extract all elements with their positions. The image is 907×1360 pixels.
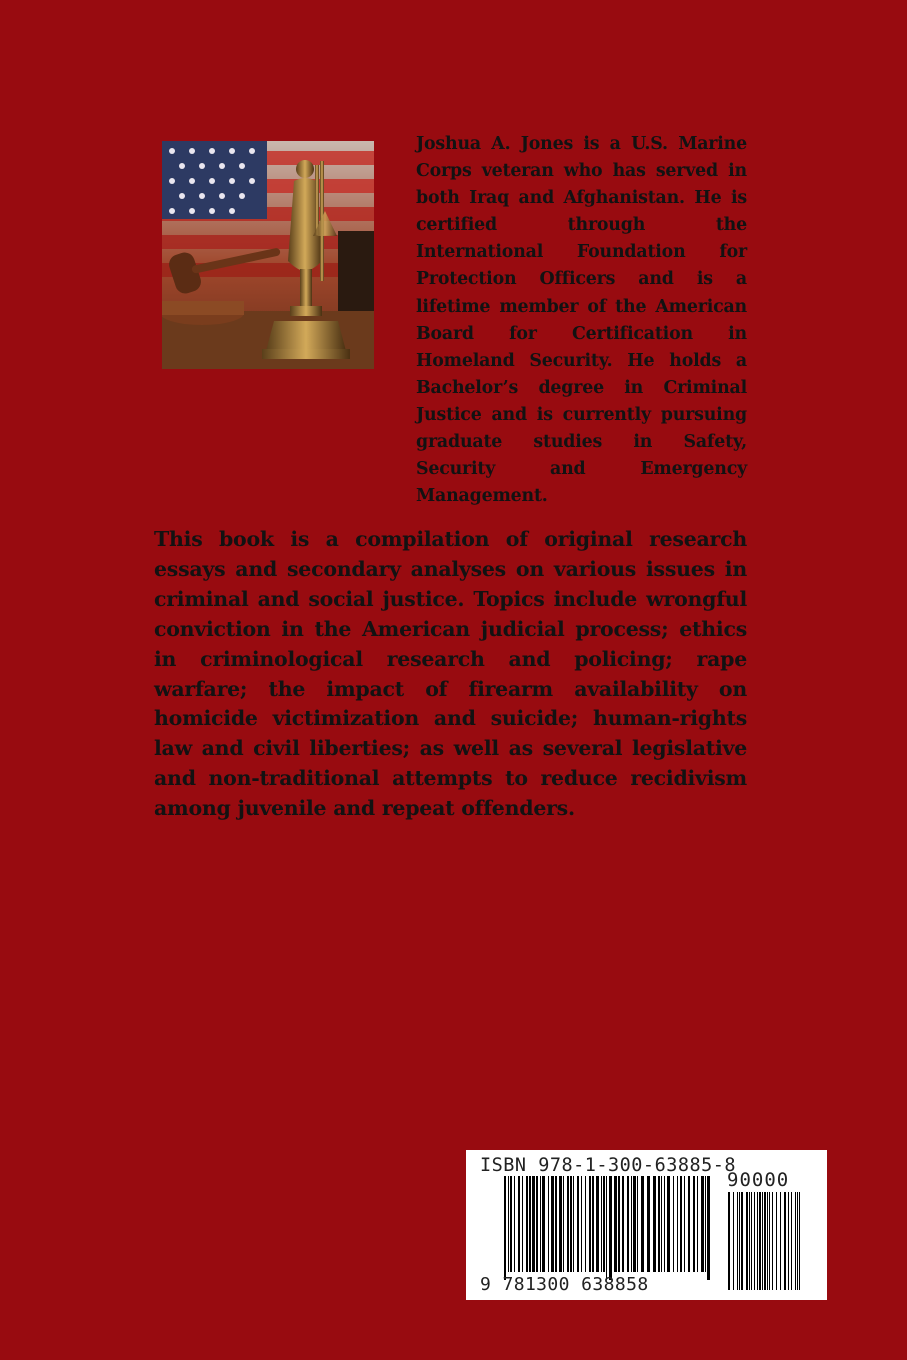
barcode-bar <box>510 1176 512 1272</box>
barcode-bar <box>673 1176 674 1272</box>
addon-bar <box>797 1192 798 1290</box>
barcode-bar <box>518 1176 520 1272</box>
barcode-bar <box>641 1176 644 1272</box>
addon-bar <box>795 1192 796 1290</box>
barcode-bar <box>701 1176 704 1272</box>
barcode-bar <box>653 1176 656 1272</box>
barcode-bar <box>661 1176 662 1272</box>
addon-bar <box>759 1192 761 1290</box>
barcode-bar <box>658 1176 660 1272</box>
addon-bar <box>788 1192 789 1290</box>
barcode-bar <box>555 1176 557 1272</box>
isbn-label: ISBN 978-1-300-63885-8 <box>480 1155 737 1176</box>
barcode-bar <box>508 1176 509 1272</box>
addon-bar <box>776 1192 777 1290</box>
barcode-bar <box>567 1176 569 1272</box>
ean-digits: 9 781300 638858 <box>480 1274 649 1295</box>
barcode-bar <box>688 1176 690 1272</box>
barcode-bar <box>504 1176 506 1280</box>
addon-bar <box>751 1192 752 1290</box>
barcode-bar <box>622 1176 624 1272</box>
barcode-bar <box>514 1176 515 1272</box>
barcode-bar <box>581 1176 582 1272</box>
barcode-bar <box>551 1176 554 1272</box>
price-addon-digits: 90000 <box>727 1169 790 1191</box>
addon-bar <box>762 1192 763 1290</box>
barcode-bar <box>585 1176 586 1272</box>
addon-bar <box>741 1192 743 1290</box>
addon-bar <box>764 1192 766 1290</box>
addon-bar <box>799 1192 800 1290</box>
addon-bar <box>733 1192 734 1290</box>
barcode-bar <box>596 1176 599 1272</box>
barcode-bar <box>609 1176 612 1280</box>
barcode-bar <box>577 1176 579 1272</box>
barcode-bar <box>631 1176 632 1272</box>
addon-bar <box>737 1192 738 1290</box>
addon-bar <box>772 1192 773 1290</box>
barcode-bar <box>664 1176 665 1272</box>
barcode-bar <box>647 1176 650 1272</box>
addon-bar <box>739 1192 740 1290</box>
barcode-bar <box>589 1176 591 1272</box>
barcode-bar <box>677 1176 678 1272</box>
barcode-bar <box>707 1176 710 1280</box>
isbn-barcode <box>466 1150 827 1300</box>
barcode-bar <box>563 1176 564 1272</box>
addon-bar <box>769 1192 770 1290</box>
barcode-bar <box>606 1176 607 1280</box>
barcode-bar <box>540 1176 541 1272</box>
barcode-bar <box>603 1176 605 1272</box>
barcode-bar <box>684 1176 685 1272</box>
barcode-bar <box>542 1176 545 1272</box>
addon-bar <box>746 1192 748 1290</box>
barcode-bar <box>532 1176 535 1272</box>
barcode-bar <box>693 1176 695 1272</box>
barcode-bar <box>548 1176 549 1272</box>
author-photo <box>162 141 374 369</box>
addon-bar <box>749 1192 750 1290</box>
barcode-bar <box>618 1176 620 1272</box>
barcode-bar <box>536 1176 538 1272</box>
barcode-bar <box>637 1176 638 1272</box>
barcode-bar <box>633 1176 636 1272</box>
book-description: This book is a compilation of original research essays and secondary analyses on various issues in criminal and social justice. Topics include wrongful conviction in the American judicial process; ethics in criminological research and policing; rape warfare; the impact of firearm availability on homicide victimization and suicide; human-rights law and civil liberties; as well as several legislative and non-traditional attempts to reduce recidivism among juvenile and repeat offenders. <box>154 527 747 821</box>
barcode-bar <box>627 1176 629 1272</box>
addon-bar <box>728 1192 730 1290</box>
addon-bar <box>780 1192 781 1290</box>
barcode-bar <box>526 1176 528 1272</box>
author-bio: Joshua A. Jones is a U.S. Marine Corps veteran who has served in both Iraq and Afghanistan. He is certified through the International Foundation for Protection Officers and is a lifetime member of the American Board for Certification in Homeland Security. He holds a Bachelor’s degree in Criminal Justice and is currently pursuing graduate studies in Safety, Security and Emergency Management. <box>416 134 747 507</box>
addon-bar <box>784 1192 786 1290</box>
barcode-bar <box>614 1176 617 1272</box>
justice-statue-image <box>162 141 374 369</box>
barcode-bar <box>573 1176 574 1272</box>
barcode-bar <box>570 1176 572 1272</box>
addon-bar <box>767 1192 768 1290</box>
addon-bar <box>754 1192 755 1290</box>
barcode-bar <box>592 1176 594 1272</box>
barcode-bar <box>559 1176 562 1272</box>
barcode-bar <box>529 1176 531 1272</box>
barcode-bar <box>705 1176 706 1272</box>
barcode-bar <box>697 1176 698 1272</box>
addon-bar <box>791 1192 792 1290</box>
addon-bar <box>757 1192 758 1290</box>
barcode-bar <box>667 1176 670 1272</box>
barcode-bar <box>601 1176 602 1272</box>
barcode-bar <box>522 1176 523 1272</box>
barcode-bar <box>680 1176 682 1272</box>
